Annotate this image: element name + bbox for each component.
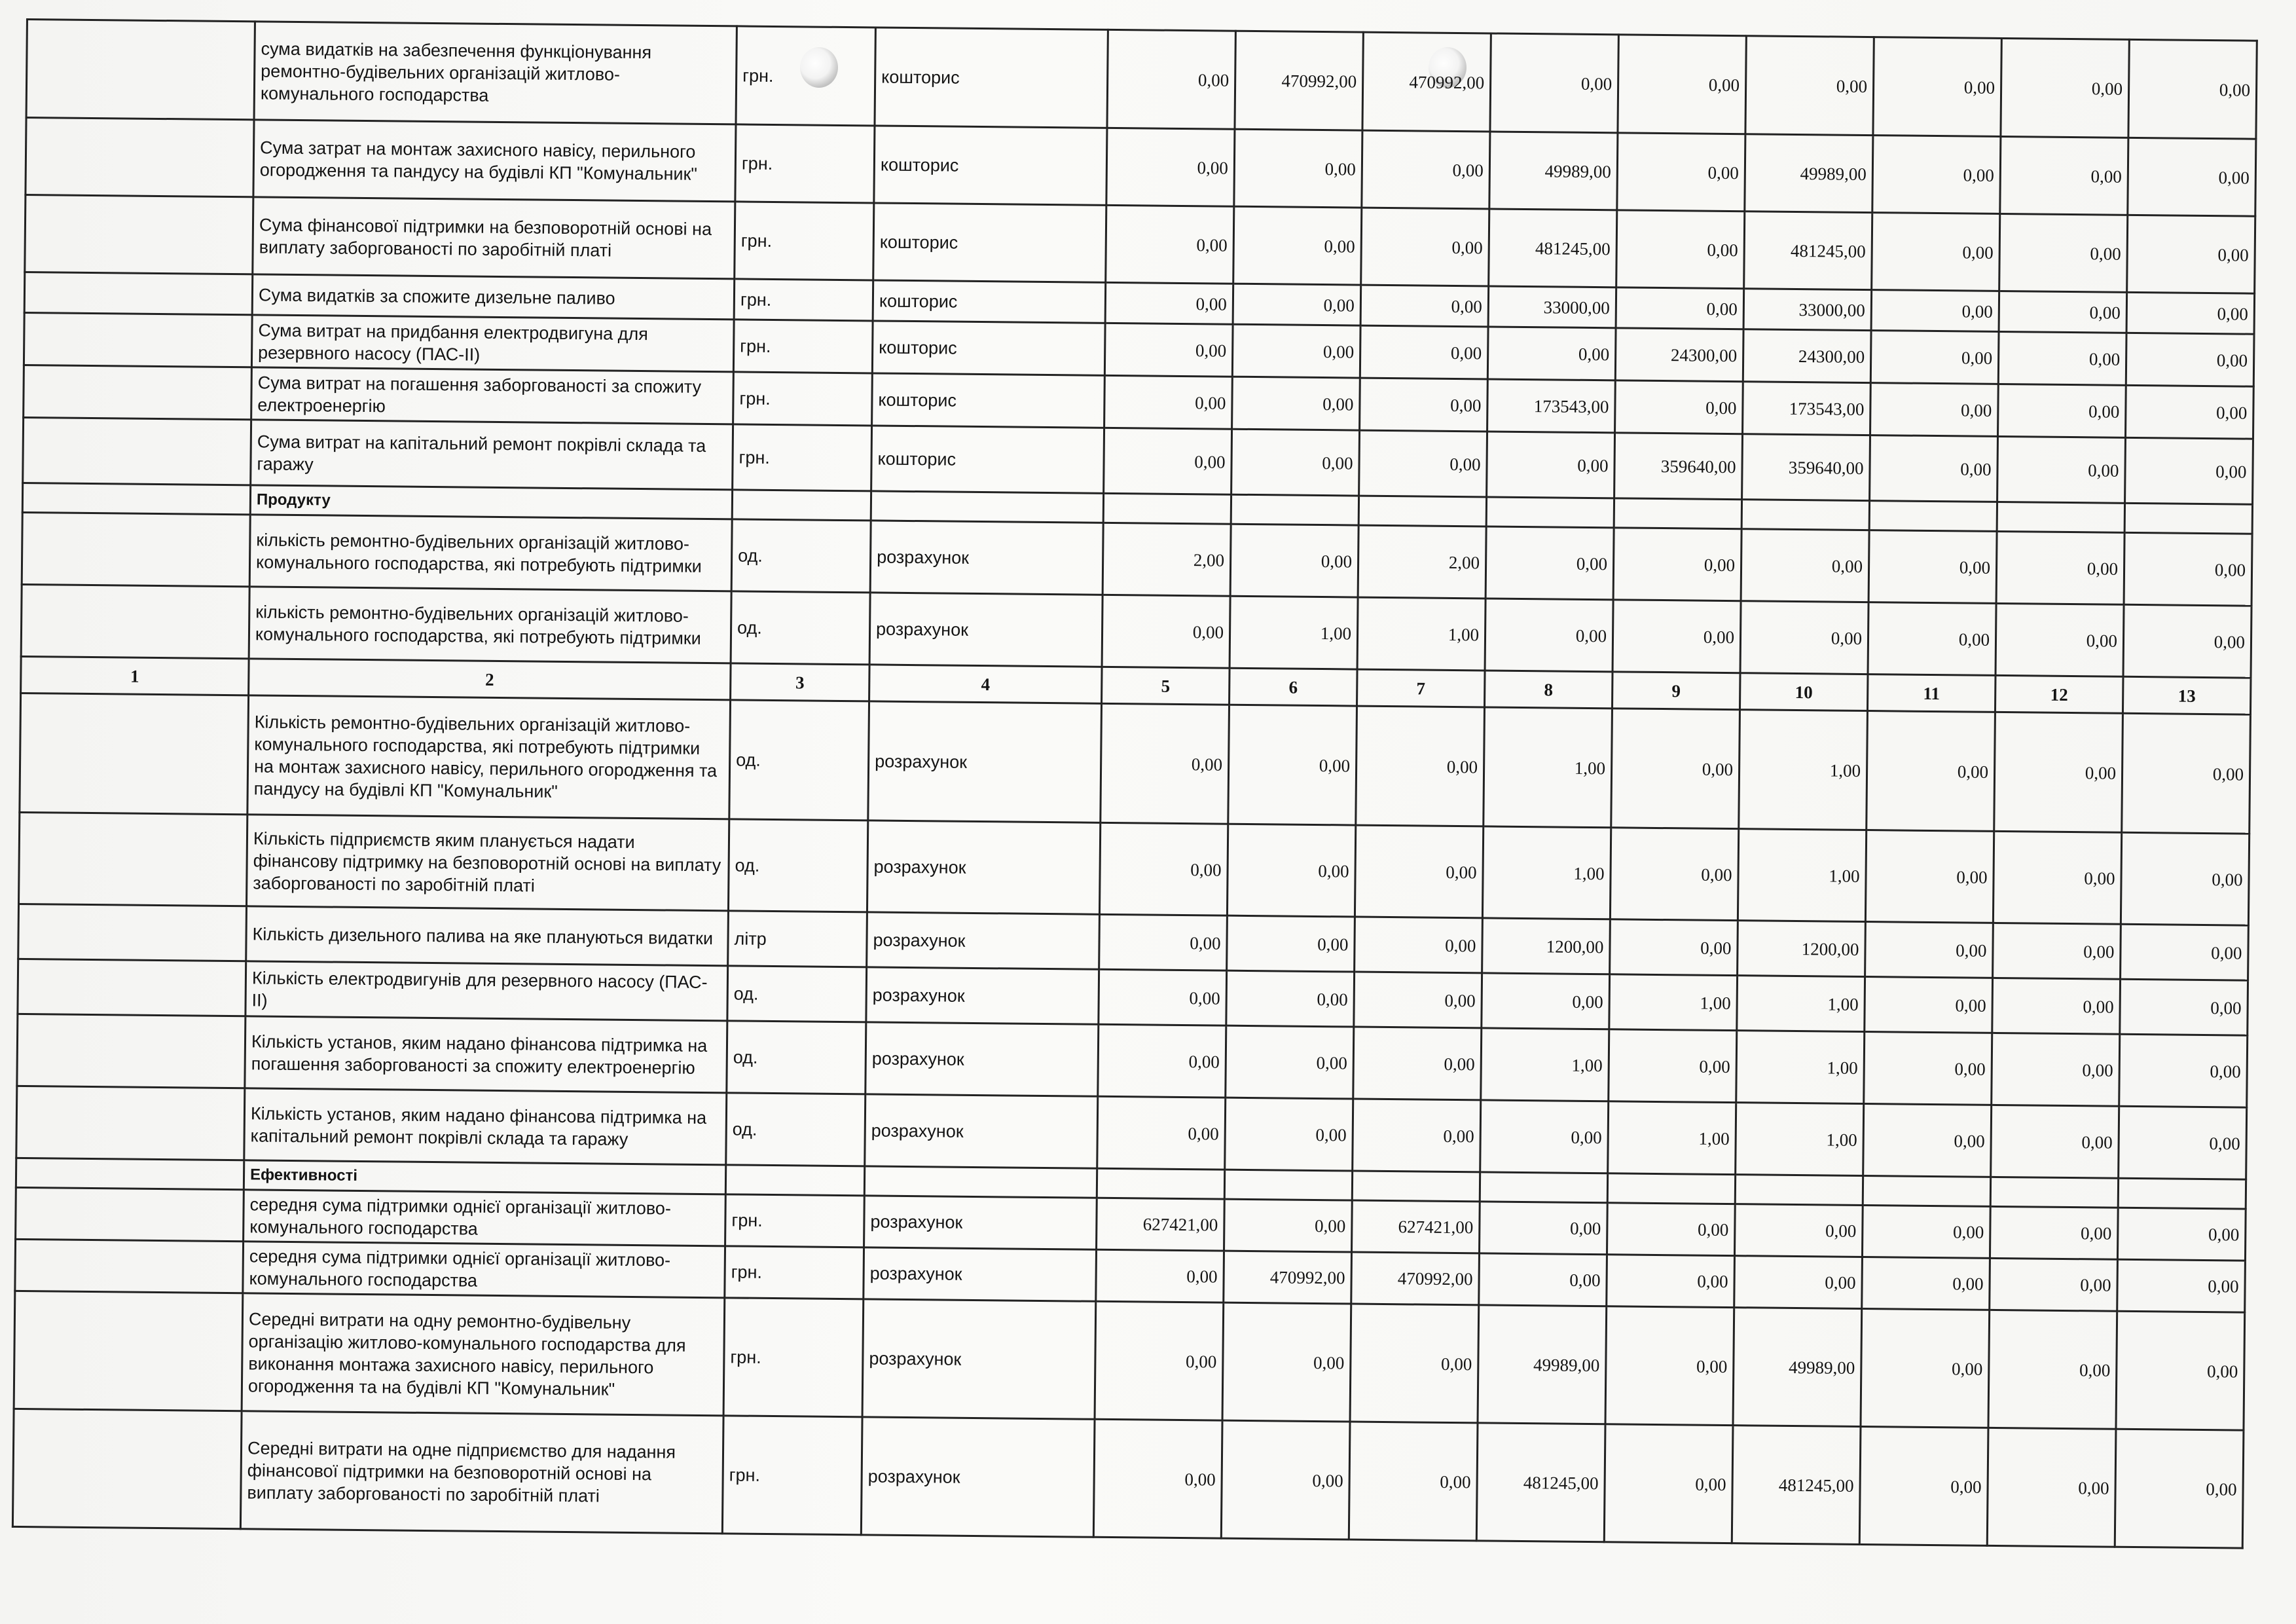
value-cell: 0,00 xyxy=(1097,1096,1226,1170)
indicator-name-cell: Сума витрат на погашення заборгованості за спожиту електроенергію xyxy=(251,367,734,424)
value-cell: 0,00 xyxy=(2116,1311,2245,1430)
value-cell: 0,00 xyxy=(1104,428,1232,494)
value-cell: 0,00 xyxy=(1227,824,1355,917)
empty-cell xyxy=(732,490,871,521)
value-cell: 0,00 xyxy=(1225,1098,1353,1171)
value-cell: 0,00 xyxy=(1362,130,1490,209)
value-cell: 0,00 xyxy=(1485,599,1613,672)
value-cell: 0,00 xyxy=(1482,973,1610,1029)
row-number-cell xyxy=(12,1409,242,1528)
value-cell: 0,00 xyxy=(1604,1424,1733,1543)
value-cell: 2,00 xyxy=(1102,523,1231,596)
value-cell: 1,00 xyxy=(1484,707,1613,828)
value-cell: 1,00 xyxy=(1736,1031,1865,1104)
value-cell: 49989,00 xyxy=(1733,1308,1862,1427)
table-row xyxy=(14,1291,2245,1430)
value-cell: 0,00 xyxy=(2121,832,2249,925)
value-cell: 0,00 xyxy=(1360,378,1488,432)
empty-cell xyxy=(2118,1178,2246,1209)
value-cell: 0,00 xyxy=(2117,1259,2246,1312)
value-cell: 0,00 xyxy=(1613,528,1741,601)
value-cell: 0,00 xyxy=(1107,29,1235,129)
column-number-cell: 5 xyxy=(1102,667,1230,705)
row-number-cell xyxy=(23,417,251,485)
value-cell: 0,00 xyxy=(1490,33,1618,133)
value-cell: 0,00 xyxy=(1361,208,1489,286)
value-cell: 0,00 xyxy=(1605,1306,1734,1426)
value-cell: 0,00 xyxy=(1228,705,1357,825)
value-cell: 0,00 xyxy=(2121,924,2249,980)
value-cell: 0,00 xyxy=(1360,325,1488,379)
column-number-cell: 9 xyxy=(1612,672,1740,710)
value-cell: 24300,00 xyxy=(1615,328,1743,382)
value-cell: 0,00 xyxy=(1231,429,1360,496)
value-cell: 0,00 xyxy=(1993,831,2121,924)
value-cell: 0,00 xyxy=(1104,323,1233,377)
row-number-cell xyxy=(26,118,254,197)
indicator-name-cell: Кількість дизельного палива на яке плануються видатки xyxy=(246,906,729,966)
value-cell: 0,00 xyxy=(1233,206,1362,285)
empty-cell xyxy=(1869,501,1997,532)
value-cell: 0,00 xyxy=(2127,215,2255,293)
unit-cell: грн. xyxy=(733,320,873,373)
source-cell: кошторис xyxy=(874,126,1107,205)
value-cell: 0,00 xyxy=(1093,1419,1222,1538)
value-cell: 0,00 xyxy=(1095,1301,1224,1420)
empty-cell xyxy=(1614,498,1741,529)
value-cell: 1,00 xyxy=(1736,1103,1864,1176)
empty-cell xyxy=(1231,494,1358,525)
table-row xyxy=(12,1409,2244,1548)
value-cell: 0,00 xyxy=(1865,830,1994,923)
source-cell: розрахунок xyxy=(869,593,1102,667)
value-cell: 0,00 xyxy=(1617,133,1745,212)
value-cell: 0,00 xyxy=(1997,436,2126,503)
value-cell: 0,00 xyxy=(1101,703,1230,824)
value-cell: 627421,00 xyxy=(1097,1198,1225,1251)
row-number-cell xyxy=(24,312,252,367)
value-cell: 0,00 xyxy=(1226,970,1355,1027)
value-cell: 1,00 xyxy=(1609,974,1738,1031)
value-cell: 2,00 xyxy=(1358,525,1486,599)
value-cell: 0,00 xyxy=(2126,333,2254,386)
column-number-cell: 4 xyxy=(869,665,1102,703)
source-cell: кошторис xyxy=(872,321,1105,375)
value-cell: 0,00 xyxy=(1104,375,1233,429)
value-cell: 470992,00 xyxy=(1351,1252,1480,1305)
value-cell: 0,00 xyxy=(1991,1105,2119,1178)
value-cell: 0,00 xyxy=(1998,384,2126,437)
source-cell: кошторис xyxy=(873,280,1106,323)
empty-cell xyxy=(1863,1176,1990,1207)
value-cell: 0,00 xyxy=(1233,284,1361,325)
value-cell: 0,00 xyxy=(1479,1202,1607,1255)
value-cell: 1,00 xyxy=(1738,829,1866,922)
unit-cell: грн. xyxy=(735,124,875,203)
empty-cell xyxy=(1990,1177,2118,1208)
unit-cell: од. xyxy=(731,519,871,593)
unit-cell: грн. xyxy=(735,202,874,280)
source-cell: розрахунок xyxy=(866,967,1099,1024)
value-cell: 0,00 xyxy=(1106,128,1235,206)
row-number-cell xyxy=(16,1187,244,1241)
empty-cell xyxy=(2124,503,2252,534)
unit-cell: грн. xyxy=(723,1298,864,1417)
unit-cell: літр xyxy=(728,911,867,967)
empty-cell xyxy=(1735,1175,1863,1206)
value-cell: 33000,00 xyxy=(1743,289,1872,331)
row-number-cell xyxy=(16,1158,244,1189)
value-cell: 627421,00 xyxy=(1352,1200,1480,1253)
value-cell: 0,00 xyxy=(1607,1203,1735,1256)
value-cell: 0,00 xyxy=(1610,919,1738,976)
indicator-name-cell: кількість ремонтно-будівельних організацій житлово-комунального господарства, які потребують підтримки xyxy=(249,587,731,663)
table-body xyxy=(12,20,2257,1549)
value-cell: 0,00 xyxy=(1994,712,2123,832)
value-cell: 0,00 xyxy=(1996,531,2124,604)
value-cell: 0,00 xyxy=(1865,922,1994,978)
empty-cell xyxy=(1352,1171,1480,1202)
value-cell: 0,00 xyxy=(1224,1199,1353,1252)
unit-cell: грн. xyxy=(725,1194,865,1247)
value-cell: 0,00 xyxy=(1105,282,1233,324)
column-number-cell: 6 xyxy=(1230,668,1358,706)
empty-cell xyxy=(725,1165,864,1196)
source-cell: розрахунок xyxy=(861,1417,1095,1537)
unit-cell: од. xyxy=(727,966,867,1022)
column-number-cell: 11 xyxy=(1867,674,1995,712)
source-cell: кошторис xyxy=(872,373,1105,428)
column-number-cell: 13 xyxy=(2123,676,2251,714)
indicator-name-cell: Кількість електродвигунів для резервного насосу (ПАС-ІІ) xyxy=(246,961,728,1021)
value-cell: 0,00 xyxy=(1355,917,1483,973)
value-cell: 0,00 xyxy=(1221,1420,1350,1540)
value-cell: 0,00 xyxy=(1741,529,1869,602)
value-cell: 0,00 xyxy=(1867,711,1995,832)
value-cell: 1,00 xyxy=(1739,710,1868,830)
value-cell: 1,00 xyxy=(1357,597,1485,671)
row-number-cell xyxy=(24,272,253,314)
value-cell: 0,00 xyxy=(1870,435,1998,502)
value-cell: 0,00 xyxy=(1607,1255,1735,1308)
value-cell: 1,00 xyxy=(1481,1028,1609,1101)
column-number-cell: 12 xyxy=(1995,675,2123,713)
row-number-cell xyxy=(22,483,250,514)
value-cell: 0,00 xyxy=(1232,377,1360,430)
value-cell: 33000,00 xyxy=(1488,286,1616,328)
passport-indicators-table xyxy=(12,18,2258,1549)
source-cell: кошторис xyxy=(873,203,1106,282)
source-cell: розрахунок xyxy=(866,1022,1099,1096)
empty-cell xyxy=(1997,502,2124,532)
value-cell: 0,00 xyxy=(1865,977,1993,1033)
indicator-name-cell: Сума фінансової підтримки на безповоротній основі на виплату заборгованості по заробітній платі xyxy=(253,197,735,279)
value-cell: 0,00 xyxy=(1349,1422,1478,1541)
row-number-cell xyxy=(25,195,253,274)
empty-cell xyxy=(864,1166,1097,1198)
row-number-cell xyxy=(22,512,250,586)
value-cell: 0,00 xyxy=(2119,1034,2248,1107)
row-number-cell xyxy=(16,1086,245,1160)
value-cell: 173543,00 xyxy=(1743,382,1871,435)
value-cell: 0,00 xyxy=(1355,825,1483,918)
value-cell: 0,00 xyxy=(1868,530,1997,604)
value-cell: 0,00 xyxy=(1993,923,2121,979)
value-cell: 0,00 xyxy=(1227,915,1355,972)
value-cell: 0,00 xyxy=(1099,914,1228,970)
source-cell: розрахунок xyxy=(864,1247,1097,1301)
unit-cell: грн. xyxy=(733,424,872,491)
value-cell: 0,00 xyxy=(2123,604,2251,678)
value-cell: 0,00 xyxy=(1615,380,1743,434)
value-cell: 0,00 xyxy=(1230,524,1358,597)
value-cell: 0,00 xyxy=(2122,713,2251,834)
value-cell: 0,00 xyxy=(1354,972,1482,1028)
value-cell: 0,00 xyxy=(1609,1029,1737,1103)
value-cell: 0,00 xyxy=(1987,1428,2116,1547)
section-title: Продукту xyxy=(250,485,732,519)
value-cell: 470992,00 xyxy=(1362,32,1491,132)
value-cell: 0,00 xyxy=(1734,1256,1863,1309)
row-number-cell xyxy=(18,959,246,1016)
unit-cell: грн. xyxy=(733,372,873,426)
value-cell: 0,00 xyxy=(1862,1206,1990,1259)
indicator-name-cell: Сума видатків за спожите дизельне паливо xyxy=(252,274,735,320)
value-cell: 0,00 xyxy=(1998,331,2126,385)
indicator-name-cell: Сума витрат на придбання електродвигуна для резервного насосу (ПАС-ІІ) xyxy=(251,315,734,372)
source-cell: розрахунок xyxy=(865,1094,1098,1168)
value-cell: 0,00 xyxy=(1353,1099,1481,1172)
value-cell: 0,00 xyxy=(1990,1258,2118,1311)
value-cell: 0,00 xyxy=(1222,1302,1351,1422)
unit-cell: од. xyxy=(729,700,869,821)
value-cell: 0,00 xyxy=(1992,1033,2120,1106)
value-cell: 173543,00 xyxy=(1487,379,1616,433)
value-cell: 1200,00 xyxy=(1738,921,1866,977)
value-cell: 0,00 xyxy=(1480,1100,1609,1173)
column-number-cell: 7 xyxy=(1357,669,1485,707)
unit-cell: од. xyxy=(727,1021,866,1094)
value-cell: 0,00 xyxy=(2125,437,2253,504)
column-number-cell: 10 xyxy=(1740,673,1868,711)
value-cell: 0,00 xyxy=(2124,532,2252,606)
indicator-name-cell: Кількість ремонтно-будівельних організацій житлово-комунального господарства, які потребують підтримки на монтаж захисного навісу, перильного огородження та пандусу на будівлі КП "Комунальник" xyxy=(247,695,731,819)
value-cell: 470992,00 xyxy=(1235,31,1363,130)
row-number-cell xyxy=(18,904,247,961)
value-cell: 0,00 xyxy=(1359,430,1487,497)
row-number-cell xyxy=(14,1291,243,1411)
indicator-name-cell: середня сума підтримки однієї організації житлово-комунального господарства xyxy=(243,1242,725,1298)
value-cell: 0,00 xyxy=(2001,38,2129,138)
row-number-cell xyxy=(24,365,252,419)
empty-cell xyxy=(1103,493,1231,524)
value-cell: 0,00 xyxy=(1350,1304,1479,1423)
indicator-name-cell: середня сума підтримки однієї організації житлово-комунального господарства xyxy=(244,1190,726,1246)
column-number-cell: 3 xyxy=(731,663,870,701)
unit-cell: грн. xyxy=(725,1246,864,1299)
value-cell: 0,00 xyxy=(1487,327,1616,380)
source-cell: розрахунок xyxy=(864,1196,1097,1249)
row-number-cell xyxy=(19,812,247,906)
source-cell: розрахунок xyxy=(867,821,1100,914)
value-cell: 0,00 xyxy=(1356,706,1485,826)
value-cell: 0,00 xyxy=(1863,1104,1992,1177)
value-cell: 0,00 xyxy=(2126,385,2254,439)
value-cell: 0,00 xyxy=(1740,601,1868,674)
value-cell: 0,00 xyxy=(1861,1309,1990,1428)
value-cell: 481245,00 xyxy=(1744,212,1872,290)
unit-cell: од. xyxy=(731,591,870,665)
empty-cell xyxy=(1486,497,1614,528)
value-cell: 0,00 xyxy=(2115,1429,2244,1548)
value-cell: 0,00 xyxy=(1745,36,1874,136)
unit-cell: грн. xyxy=(736,26,875,126)
value-cell: 0,00 xyxy=(2120,979,2248,1035)
value-cell: 0,00 xyxy=(2128,138,2256,216)
value-cell: 0,00 xyxy=(1995,603,2124,676)
value-cell: 0,00 xyxy=(1992,978,2121,1034)
empty-cell xyxy=(1480,1172,1607,1203)
indicator-name-cell: Середні витрати на одне підприємство для надання фінансової підтримки на безповоротній основі на виплату заборгованості по заробітній платі xyxy=(240,1411,723,1534)
value-cell: 0,00 xyxy=(1868,602,1996,676)
empty-cell xyxy=(1224,1170,1352,1200)
indicator-name-cell: Кількість підприємств яким планується надати фінансову підтримку на безповоротній основі на виплату заборгованості по заробітній платі xyxy=(247,815,729,911)
indicator-name-cell: Сума затрат на монтаж захисного навісу, перильного огородження та пандусу на будівлі КП "Комунальник" xyxy=(253,120,736,202)
value-cell: 0,00 xyxy=(2119,1106,2247,1179)
source-cell: розрахунок xyxy=(867,912,1100,969)
value-cell: 0,00 xyxy=(1990,1206,2118,1259)
value-cell: 359640,00 xyxy=(1614,433,1743,500)
value-cell: 0,00 xyxy=(1102,595,1230,668)
row-number-cell xyxy=(21,584,249,658)
value-cell: 0,00 xyxy=(2117,1208,2246,1261)
value-cell: 0,00 xyxy=(1106,205,1234,284)
value-cell: 1,00 xyxy=(1482,826,1611,919)
indicator-name-cell: Кількість установ, яким надано фінансова підтримка на капітальний ремонт покрівлі склада та гаражу xyxy=(244,1088,727,1165)
empty-cell xyxy=(1741,500,1869,530)
value-cell: 0,00 xyxy=(1870,383,1999,437)
row-number-cell xyxy=(17,1014,246,1088)
value-cell: 0,00 xyxy=(1734,1204,1863,1257)
value-cell: 0,00 xyxy=(1226,1025,1354,1099)
value-cell: 0,00 xyxy=(1613,600,1741,673)
value-cell: 0,00 xyxy=(1862,1257,1990,1310)
value-cell: 0,00 xyxy=(2126,292,2255,334)
unit-cell: грн. xyxy=(734,279,873,321)
indicator-name-cell: сума видатків на забезпечення функціонування ремонтно-будівельних організацій житлово-комунального господарства xyxy=(254,22,737,124)
empty-cell xyxy=(871,491,1103,523)
value-cell: 1,00 xyxy=(1737,976,1865,1032)
row-number-cell xyxy=(26,20,255,120)
value-cell: 0,00 xyxy=(1999,291,2127,333)
value-cell: 0,00 xyxy=(1234,129,1362,208)
value-cell: 0,00 xyxy=(1873,37,2001,137)
indicator-name-cell: кількість ремонтно-будівельних організацій житлово-комунального господарства, які потребують підтримки xyxy=(249,515,732,591)
value-cell: 0,00 xyxy=(1871,290,1999,332)
value-cell: 0,00 xyxy=(1232,324,1360,378)
empty-cell xyxy=(1097,1168,1224,1199)
value-cell: 481245,00 xyxy=(1732,1426,1861,1545)
value-cell: 0,00 xyxy=(1099,822,1228,915)
value-cell: 0,00 xyxy=(2000,136,2128,215)
value-cell: 481245,00 xyxy=(1489,209,1617,287)
source-cell: кошторис xyxy=(875,28,1108,128)
value-cell: 1200,00 xyxy=(1482,918,1611,974)
unit-cell: од. xyxy=(728,819,867,912)
value-cell: 0,00 xyxy=(1616,210,1745,289)
indicator-name-cell: Кількість установ, яким надано фінансова підтримка на погашення заборгованості за спожиту електроенергію xyxy=(245,1016,727,1093)
column-number-cell: 8 xyxy=(1485,671,1613,709)
value-cell: 0,00 xyxy=(1353,1027,1482,1100)
row-number-cell xyxy=(20,693,249,814)
indicator-name-cell: Сума витрат на капітальний ремонт покрівлі склада та гаражу xyxy=(251,420,733,490)
value-cell: 0,00 xyxy=(2128,39,2257,139)
value-cell: 0,00 xyxy=(1360,285,1489,327)
value-cell: 0,00 xyxy=(1870,331,1999,384)
value-cell: 481245,00 xyxy=(1476,1423,1605,1542)
indicator-name-cell: Середні витрати на одну ремонтно-будівельну організацію житлово-комунального господарства для виконання монтажа захисного навісу, перильного огородження та на будівлі КП "Комунальник" xyxy=(242,1293,725,1416)
value-cell: 470992,00 xyxy=(1224,1251,1352,1304)
value-cell: 49989,00 xyxy=(1745,134,1873,213)
column-number-cell: 2 xyxy=(249,659,731,700)
row-number-cell xyxy=(15,1239,244,1293)
empty-cell xyxy=(1607,1173,1735,1204)
value-cell: 359640,00 xyxy=(1742,434,1870,501)
value-cell: 0,00 xyxy=(1611,709,1740,829)
value-cell: 0,00 xyxy=(1859,1426,1988,1545)
column-number-cell: 1 xyxy=(21,656,249,695)
value-cell: 0,00 xyxy=(1864,1032,1992,1105)
source-cell: кошторис xyxy=(871,426,1104,493)
source-cell: розрахунок xyxy=(868,701,1102,822)
value-cell: 0,00 xyxy=(1096,1249,1224,1302)
value-cell: 0,00 xyxy=(1999,213,2128,292)
value-cell: 0,00 xyxy=(1618,35,1746,134)
value-cell: 0,00 xyxy=(1099,969,1227,1025)
table-row xyxy=(20,693,2251,834)
value-cell: 0,00 xyxy=(1616,287,1744,329)
value-cell: 0,00 xyxy=(1487,432,1615,498)
value-cell: 0,00 xyxy=(1485,526,1614,600)
value-cell: 0,00 xyxy=(1872,136,2001,214)
value-cell: 0,00 xyxy=(1872,213,2000,291)
value-cell: 1,00 xyxy=(1608,1101,1736,1175)
value-cell: 0,00 xyxy=(1610,828,1738,921)
unit-cell: од. xyxy=(726,1093,866,1166)
section-title: Ефективності xyxy=(244,1160,725,1194)
value-cell: 0,00 xyxy=(1479,1253,1607,1306)
source-cell: розрахунок xyxy=(862,1299,1096,1419)
empty-cell xyxy=(1358,496,1486,526)
value-cell: 49989,00 xyxy=(1478,1305,1607,1424)
source-cell: розрахунок xyxy=(870,521,1103,595)
unit-cell: грн. xyxy=(722,1416,862,1535)
value-cell: 49989,00 xyxy=(1489,132,1618,210)
value-cell: 0,00 xyxy=(1098,1024,1226,1098)
value-cell: 24300,00 xyxy=(1743,329,1871,383)
value-cell: 0,00 xyxy=(1988,1310,2117,1429)
value-cell: 1,00 xyxy=(1230,596,1358,669)
